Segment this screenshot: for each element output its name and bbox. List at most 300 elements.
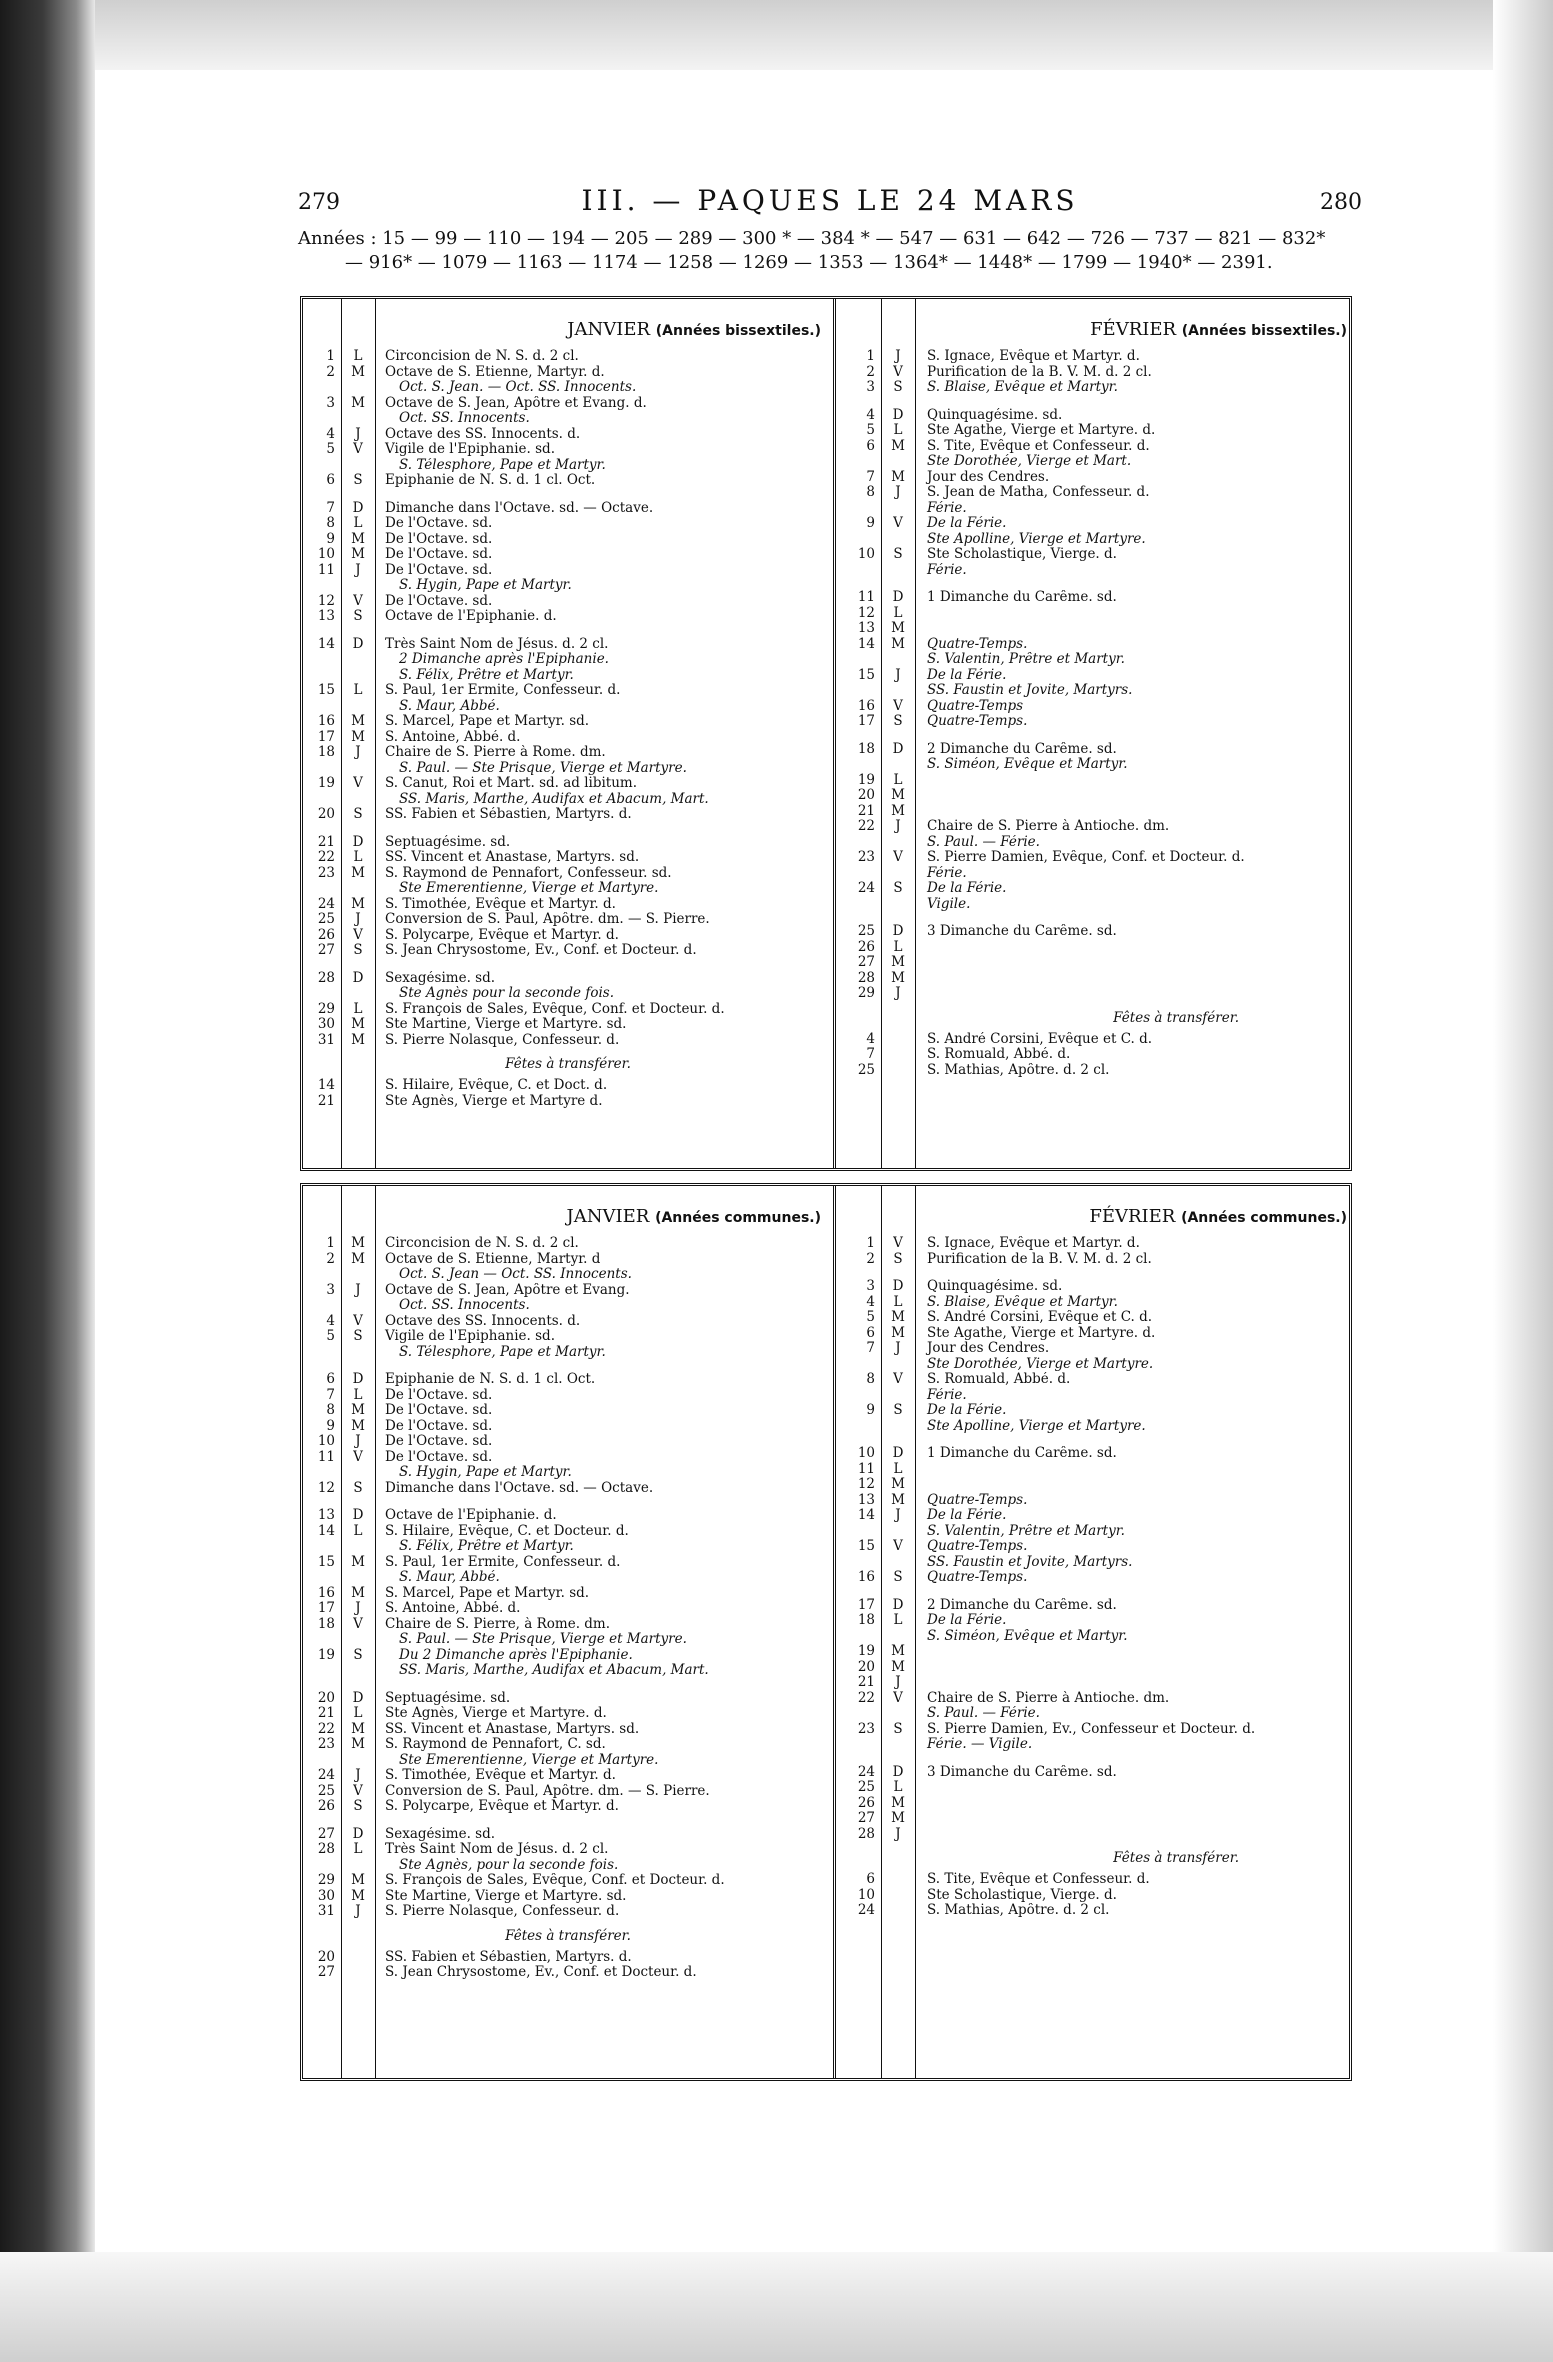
- calendar-row: [303, 683, 833, 699]
- calendar-row: [839, 1508, 1349, 1524]
- feast-text: S. André Corsini, Évêque et C. d.: [927, 1031, 1153, 1047]
- calendar-row: [839, 1493, 1349, 1509]
- day-number: 9: [866, 515, 875, 531]
- day-number: 4: [866, 1030, 875, 1047]
- weekday-letter: M: [351, 1250, 365, 1267]
- weekday-letter: V: [353, 1448, 363, 1465]
- calendar-row: [303, 1873, 833, 1889]
- calendar-row: [839, 714, 1349, 730]
- calendar-row: [839, 881, 1349, 897]
- day-number: 26: [317, 1798, 335, 1814]
- feast-text: [915, 621, 1349, 637]
- feast-text: Quatre-Temps.: [927, 1492, 1028, 1508]
- day-number: [303, 1345, 341, 1361]
- day-number: [303, 1539, 341, 1555]
- feast-text: Ste Scholastique, Vierge. d.: [927, 1887, 1117, 1903]
- day-number: 10: [317, 546, 335, 562]
- feast-text: Ste Apolline, Vierge et Martyre.: [927, 1418, 1146, 1434]
- weekday-letter: [341, 986, 375, 1002]
- section-title: [1090, 319, 1347, 340]
- feast-text: Septuagésime. sd.: [385, 834, 511, 850]
- feast-text: S. François de Sales, Évêque, Conf. et Docteur. d.: [385, 1873, 725, 1888]
- calendar-row: [303, 501, 833, 517]
- day-number: 20: [317, 806, 335, 822]
- day-number: 25: [317, 911, 335, 927]
- weekday-letter: M: [891, 1658, 905, 1675]
- day-number: [303, 578, 341, 594]
- calendar-row: [303, 427, 833, 443]
- feast-text: Très Saint Nom de Jésus. d. 2 cl.: [385, 1842, 609, 1857]
- feast-text: S. Blaise, Évêque et Martyr.: [927, 380, 1118, 395]
- day-number: [839, 1706, 881, 1722]
- feast-text: S. André Corsini, Évêque et C. d.: [927, 1310, 1153, 1325]
- day-number: 30: [317, 1887, 335, 1904]
- weekday-letter: M: [351, 530, 365, 547]
- day-number: 20: [857, 787, 875, 803]
- calendar-row: [303, 1555, 833, 1571]
- calendar-row: [303, 380, 833, 396]
- calendar-row: [839, 547, 1349, 563]
- feast-text: Très Saint Nom de Jésus. d. 2 cl.: [385, 636, 609, 652]
- weekday-letter: S: [893, 1402, 903, 1418]
- weekday-letter: [341, 881, 375, 897]
- weekday-letter: M: [351, 1872, 365, 1888]
- feast-text: S. Paul, 1er Ermite, Confesseur. d.: [385, 1554, 621, 1570]
- weekday-letter: M: [351, 363, 365, 380]
- row-gap: [303, 823, 833, 835]
- calendar-row: [839, 819, 1349, 835]
- feast-text: Oct. S. Jean. — Oct. SS. Innocents.: [399, 380, 637, 395]
- feast-text: Vigile de l'Épiphanie. sd.: [385, 1329, 555, 1344]
- weekday-letter: L: [353, 1386, 363, 1403]
- day-number: 8: [866, 1371, 875, 1387]
- calendar-row: [303, 1601, 833, 1617]
- feast-text: [915, 1780, 1349, 1796]
- section-title: [567, 319, 821, 340]
- weekday-letter: L: [893, 422, 903, 438]
- row-gap: [839, 578, 1349, 590]
- section-title: [567, 1206, 821, 1227]
- weekday-letter: J: [355, 1767, 361, 1783]
- page-number-left: 279: [298, 190, 340, 215]
- day-number: 28: [317, 969, 335, 986]
- feast-text: [915, 971, 1349, 987]
- feast-text: S. Pierre Damien, Év., Confesseur et Docteur. d.: [927, 1721, 1256, 1737]
- weekday-letter: V: [353, 1312, 363, 1329]
- weekday-letter: V: [893, 1538, 903, 1554]
- calendar-row: [303, 745, 833, 761]
- feast-text: Dimanche dans l'Octave. sd. — Octave.: [385, 500, 654, 516]
- day-number: 25: [857, 923, 875, 939]
- feast-text: De l'Octave. sd.: [385, 1449, 493, 1465]
- year-type-label: (Années communes.): [655, 1210, 821, 1226]
- calendar-row: [303, 807, 833, 823]
- calendar-row: [839, 590, 1349, 606]
- month-title: JANVIER: [567, 319, 651, 340]
- weekday-letter: [881, 1357, 915, 1373]
- feast-text: S. Siméon, Évêque et Martyr.: [927, 757, 1128, 772]
- feast-text: Septuagésime. sd.: [385, 1690, 511, 1706]
- feast-text: De l'Octave. sd.: [385, 562, 493, 578]
- weekday-letter: M: [891, 1643, 905, 1659]
- feast-text: Du 2 Dimanche après l'Épiphanie.: [399, 1647, 633, 1663]
- weekday-letter: D: [892, 740, 904, 757]
- feast-text: S. Marcel, Pape et Martyr. sd.: [385, 1585, 590, 1601]
- calendar-row: [839, 563, 1349, 579]
- feast-text: Ste Agnès, Vierge et Martyre. d.: [385, 1706, 607, 1721]
- weekday-letter: M: [351, 546, 365, 562]
- weekday-letter: M: [351, 1584, 365, 1601]
- transfer-heading: Fêtes à transférer.: [505, 1927, 631, 1944]
- calendar-row: [839, 1570, 1349, 1586]
- weekday-letter: M: [891, 1324, 905, 1341]
- day-number: 21: [317, 1092, 335, 1109]
- calendar-row: [303, 1706, 833, 1722]
- feast-text: S. Polycarpe, Évêque et Martyr. d.: [385, 927, 619, 943]
- day-number: 27: [857, 1810, 875, 1826]
- calendar-row: [839, 1419, 1349, 1435]
- calendar-row: [839, 1872, 1349, 1888]
- feast-text: De la Férie.: [927, 516, 1007, 531]
- day-number: 5: [866, 1309, 875, 1325]
- day-number: [303, 1663, 341, 1679]
- day-number: [303, 761, 341, 777]
- calendar-row: [839, 501, 1349, 517]
- calendar-row: [303, 1691, 833, 1707]
- day-number: [303, 1632, 341, 1648]
- day-number: 21: [317, 833, 335, 850]
- day-number: 22: [317, 1720, 335, 1737]
- feast-text: De l'Octave. sd.: [385, 1387, 493, 1403]
- day-number: 4: [866, 406, 875, 423]
- day-number: 24: [857, 1902, 875, 1918]
- calendar-row: [839, 532, 1349, 548]
- calendar-row: [839, 1032, 1349, 1048]
- feast-text: [915, 773, 1349, 789]
- feast-text: S. Ignace, Évêque et Martyr. d.: [927, 349, 1140, 364]
- day-number: 16: [857, 697, 875, 714]
- day-number: 29: [317, 1000, 335, 1017]
- calendar-row: [839, 621, 1349, 637]
- calendar-row: [303, 912, 833, 928]
- day-number: 15: [317, 1553, 335, 1570]
- calendar-row: [303, 516, 833, 532]
- feast-text: SS. Maris, Marthe, Audifax et Abacum, Mart.: [399, 791, 709, 807]
- feast-text: Circoncision de N. S. d. 2 cl.: [385, 349, 579, 364]
- feast-text: Octave de S. Étienne, Martyr. d: [385, 1251, 601, 1267]
- calendar-row: [303, 761, 833, 777]
- weekday-letter: L: [893, 1612, 903, 1628]
- feast-text: De l'Octave. sd.: [385, 547, 493, 562]
- day-number: 3: [326, 394, 335, 411]
- calendar-row: [303, 1784, 833, 1800]
- day-number: 11: [857, 1460, 875, 1477]
- weekday-letter: V: [353, 775, 363, 791]
- calendar-row: [839, 955, 1349, 971]
- feast-text: Ste Agathe, Vierge et Martyre. d.: [927, 423, 1156, 438]
- calendar-row: [839, 835, 1349, 851]
- row-gap: [839, 1267, 1349, 1279]
- weekday-letter: [881, 563, 915, 579]
- calendar-row: [303, 637, 833, 653]
- feast-text: Purification de la B. V. M. d. 2 cl.: [927, 364, 1152, 380]
- day-number: 22: [317, 849, 335, 865]
- calendar-row: [303, 986, 833, 1002]
- feast-text: S. Antoine, Abbé. d.: [385, 1601, 521, 1616]
- calendar-row: [303, 897, 833, 913]
- day-number: 10: [857, 1886, 875, 1903]
- day-number: 6: [866, 1324, 875, 1341]
- day-number: 18: [317, 1615, 335, 1632]
- feast-text: Ste Martine, Vierge et Martyre. sd.: [385, 1017, 627, 1032]
- day-list: [303, 349, 833, 1109]
- weekday-letter: L: [353, 1705, 363, 1721]
- feast-text: S. Raymond de Pennafort, Confesseur. sd.: [385, 865, 672, 881]
- day-number: 19: [857, 771, 875, 788]
- calendar-row: [839, 1644, 1349, 1660]
- day-number: 11: [317, 1448, 335, 1465]
- feast-text: S. Maur, Abbé.: [399, 1570, 500, 1585]
- day-list: [839, 1236, 1349, 1919]
- day-number: 4: [866, 1293, 875, 1310]
- calendar-row: [839, 637, 1349, 653]
- day-number: 3: [866, 1278, 875, 1294]
- day-number: 2: [866, 1250, 875, 1267]
- weekday-letter: J: [355, 1600, 361, 1616]
- feast-text: Oct. SS. Innocents.: [399, 1298, 530, 1313]
- calendar-row: [303, 473, 833, 489]
- calendar-row: [839, 470, 1349, 486]
- calendar-row: [303, 609, 833, 625]
- day-number: 2: [326, 1250, 335, 1267]
- day-number: [839, 1524, 881, 1540]
- day-number: 1: [866, 348, 875, 364]
- month-title: JANVIER: [566, 1206, 650, 1227]
- calendar-row: [839, 1811, 1349, 1827]
- calendar-row: [839, 1295, 1349, 1311]
- feast-text: S. Pierre Nolasque, Confesseur. d.: [385, 1032, 620, 1048]
- calendar-row: [303, 1372, 833, 1388]
- day-number: [839, 652, 881, 668]
- weekday-letter: [341, 668, 375, 684]
- feast-text: 3 Dimanche du Carême. sd.: [927, 924, 1117, 939]
- weekday-letter: M: [891, 1476, 905, 1492]
- weekday-letter: [341, 792, 375, 808]
- feast-text: S. Ignace, Évêque et Martyr. d.: [927, 1236, 1140, 1251]
- weekday-letter: L: [353, 849, 363, 865]
- day-number: 29: [317, 1872, 335, 1888]
- calendar-row: [839, 1613, 1349, 1629]
- weekday-letter: [881, 532, 915, 548]
- day-number: [839, 1555, 881, 1571]
- day-number: [303, 411, 341, 427]
- calendar-row: [303, 1283, 833, 1299]
- feast-text: S. Marcel, Pape et Martyr. sd.: [385, 714, 590, 729]
- day-number: 17: [317, 1600, 335, 1616]
- calendar-row: [303, 1753, 833, 1769]
- weekday-letter: [881, 897, 915, 913]
- feast-text: Vigile de l'Épiphanie. sd.: [385, 442, 555, 457]
- feast-text: Chaire de S. Pierre à Antioche. dm.: [927, 1690, 1170, 1706]
- day-number: 7: [866, 468, 875, 485]
- weekday-letter: L: [893, 771, 903, 788]
- calendar-row: [303, 349, 833, 365]
- weekday-letter: V: [353, 592, 363, 609]
- calendar-row: [839, 1888, 1349, 1904]
- day-number: 1: [326, 1235, 335, 1251]
- calendar-row: [303, 1617, 833, 1633]
- feast-text: Oct. SS. Innocents.: [399, 411, 530, 426]
- day-number: [839, 835, 881, 851]
- calendar-row: [303, 1539, 833, 1555]
- day-number: 3: [326, 1281, 335, 1298]
- calendar-row: [303, 411, 833, 427]
- calendar-row: [303, 850, 833, 866]
- weekday-letter: J: [355, 1281, 361, 1298]
- day-number: [839, 1737, 881, 1753]
- weekday-letter: V: [893, 1371, 903, 1387]
- calendar-row: [839, 1903, 1349, 1919]
- weekday-letter: [341, 1345, 375, 1361]
- weekday-letter: M: [891, 1491, 905, 1508]
- year-type-label: (Années communes.): [1181, 1210, 1347, 1226]
- weekday-letter: D: [352, 1825, 364, 1842]
- weekday-letter: [341, 1663, 375, 1679]
- feast-text: De l'Octave. sd.: [385, 1403, 493, 1418]
- year-type-label: (Années bissextiles.): [1181, 323, 1347, 339]
- day-number: 7: [326, 1386, 335, 1403]
- weekday-letter: M: [891, 437, 905, 454]
- weekday-letter: [881, 683, 915, 699]
- calendar-row: [303, 792, 833, 808]
- weekday-letter: M: [351, 1553, 365, 1570]
- feast-text: SS. Maris, Marthe, Audifax et Abacum, Mart.: [399, 1663, 709, 1678]
- feast-text: SS. Faustin et Jovite, Martyrs.: [927, 1554, 1133, 1570]
- row-gap: [839, 396, 1349, 408]
- feast-text: De la Férie.: [927, 1403, 1007, 1418]
- calendar-table-commune: [300, 1183, 1352, 2081]
- day-number: [839, 897, 881, 913]
- feast-text: Férie.: [927, 1387, 967, 1403]
- weekday-letter: [341, 1570, 375, 1586]
- calendar-row: [303, 730, 833, 746]
- feast-text: Purification de la B. V. M. d. 2 cl.: [927, 1251, 1152, 1267]
- calendar-row: [303, 971, 833, 987]
- weekday-letter: L: [893, 1293, 903, 1310]
- day-number: 11: [317, 561, 335, 578]
- weekday-letter: M: [891, 468, 905, 485]
- weekday-letter: M: [351, 1417, 365, 1434]
- weekday-letter: [341, 458, 375, 474]
- weekday-letter: [881, 757, 915, 773]
- feast-text: Octave de S. Étienne, Martyr. d.: [385, 364, 605, 380]
- calendar-row: [839, 1780, 1349, 1796]
- feast-text: S. Pierre Damien, Évêque, Conf. et Docteur. d.: [927, 850, 1245, 865]
- weekday-letter: [881, 1032, 915, 1048]
- day-number: 3: [866, 379, 875, 395]
- feast-text: S. Antoine, Abbé. d.: [385, 729, 521, 745]
- calendar-row: [303, 776, 833, 792]
- feast-text: Vigile.: [927, 896, 971, 912]
- feast-text: Épiphanie de N. S. d. 1 cl. Oct.: [385, 473, 596, 488]
- calendar-row: [303, 668, 833, 684]
- weekday-letter: [881, 454, 915, 470]
- feast-text: S. Siméon, Évêque et Martyr.: [927, 1628, 1128, 1644]
- feast-text: Dimanche dans l'Octave. sd. — Octave.: [385, 1480, 654, 1496]
- calendar-row: [303, 594, 833, 610]
- feast-text: [915, 1796, 1349, 1812]
- weekday-letter: [341, 761, 375, 777]
- calendar-row: [303, 1236, 833, 1252]
- calendar-row: [839, 1477, 1349, 1493]
- weekday-letter: V: [893, 515, 903, 531]
- day-number: 2: [326, 363, 335, 380]
- day-number: 6: [866, 437, 875, 454]
- calendar-row: [839, 897, 1349, 913]
- feast-text: Octave de S. Jean, Apôtre et Évang.: [385, 1282, 630, 1298]
- feast-text: 2 Dimanche du Carême. sd.: [927, 741, 1117, 757]
- feast-text: 2 Dimanche après l'Épiphanie.: [399, 652, 609, 667]
- weekday-letter: S: [353, 1479, 363, 1496]
- day-number: 1: [326, 348, 335, 364]
- scan-edge-left: [0, 0, 95, 2362]
- weekday-letter: V: [353, 1782, 363, 1799]
- day-number: 8: [326, 515, 335, 531]
- row-gap: [303, 1496, 833, 1508]
- feast-text: Férie. — Vigile.: [927, 1737, 1033, 1752]
- day-number: 28: [857, 969, 875, 986]
- weekday-letter: M: [351, 864, 365, 881]
- weekday-letter: [881, 1047, 915, 1063]
- feast-text: Sexagésime. sd.: [385, 970, 496, 986]
- feast-text: Ste Émerentienne, Vierge et Martyre.: [399, 1752, 659, 1768]
- calendar-row: [303, 1002, 833, 1018]
- day-number: 17: [317, 728, 335, 745]
- feast-text: [915, 1462, 1349, 1478]
- day-number: 27: [857, 954, 875, 970]
- feast-text: S. Félix, Prêtre et Martyr.: [399, 667, 574, 683]
- row-gap: [839, 730, 1349, 742]
- day-number: [303, 699, 341, 715]
- feast-text: Ste Agnès pour la seconde fois.: [399, 986, 614, 1001]
- row-gap: [303, 1815, 833, 1827]
- calendar-row: [303, 1481, 833, 1497]
- calendar-row: [303, 1737, 833, 1753]
- calendar-row: [839, 516, 1349, 532]
- day-number: 13: [857, 620, 875, 636]
- day-number: 25: [857, 1779, 875, 1795]
- weekday-letter: M: [351, 895, 365, 912]
- weekday-letter: J: [355, 1433, 361, 1449]
- day-number: 4: [326, 1312, 335, 1329]
- section-title: [1089, 1206, 1347, 1227]
- weekday-letter: M: [891, 620, 905, 636]
- day-number: 26: [857, 938, 875, 955]
- calendar-row: [303, 1252, 833, 1268]
- feast-text: Sexagésime. sd.: [385, 1826, 496, 1842]
- calendar-row: [303, 699, 833, 715]
- feast-text: Chaire de S. Pierre à Antioche. dm.: [927, 819, 1170, 834]
- feast-text: [915, 606, 1349, 622]
- day-number: [839, 1419, 881, 1435]
- calendar-row: [839, 971, 1349, 987]
- feast-text: Octave des SS. Innocents. d.: [385, 1313, 581, 1329]
- feast-text: Ste Émerentienne, Vierge et Martyre.: [399, 881, 659, 896]
- day-number: 28: [317, 1841, 335, 1857]
- feast-text: S. Romuald, Abbé. d.: [927, 1372, 1071, 1387]
- day-number: 9: [866, 1402, 875, 1418]
- calendar-row: [839, 1796, 1349, 1812]
